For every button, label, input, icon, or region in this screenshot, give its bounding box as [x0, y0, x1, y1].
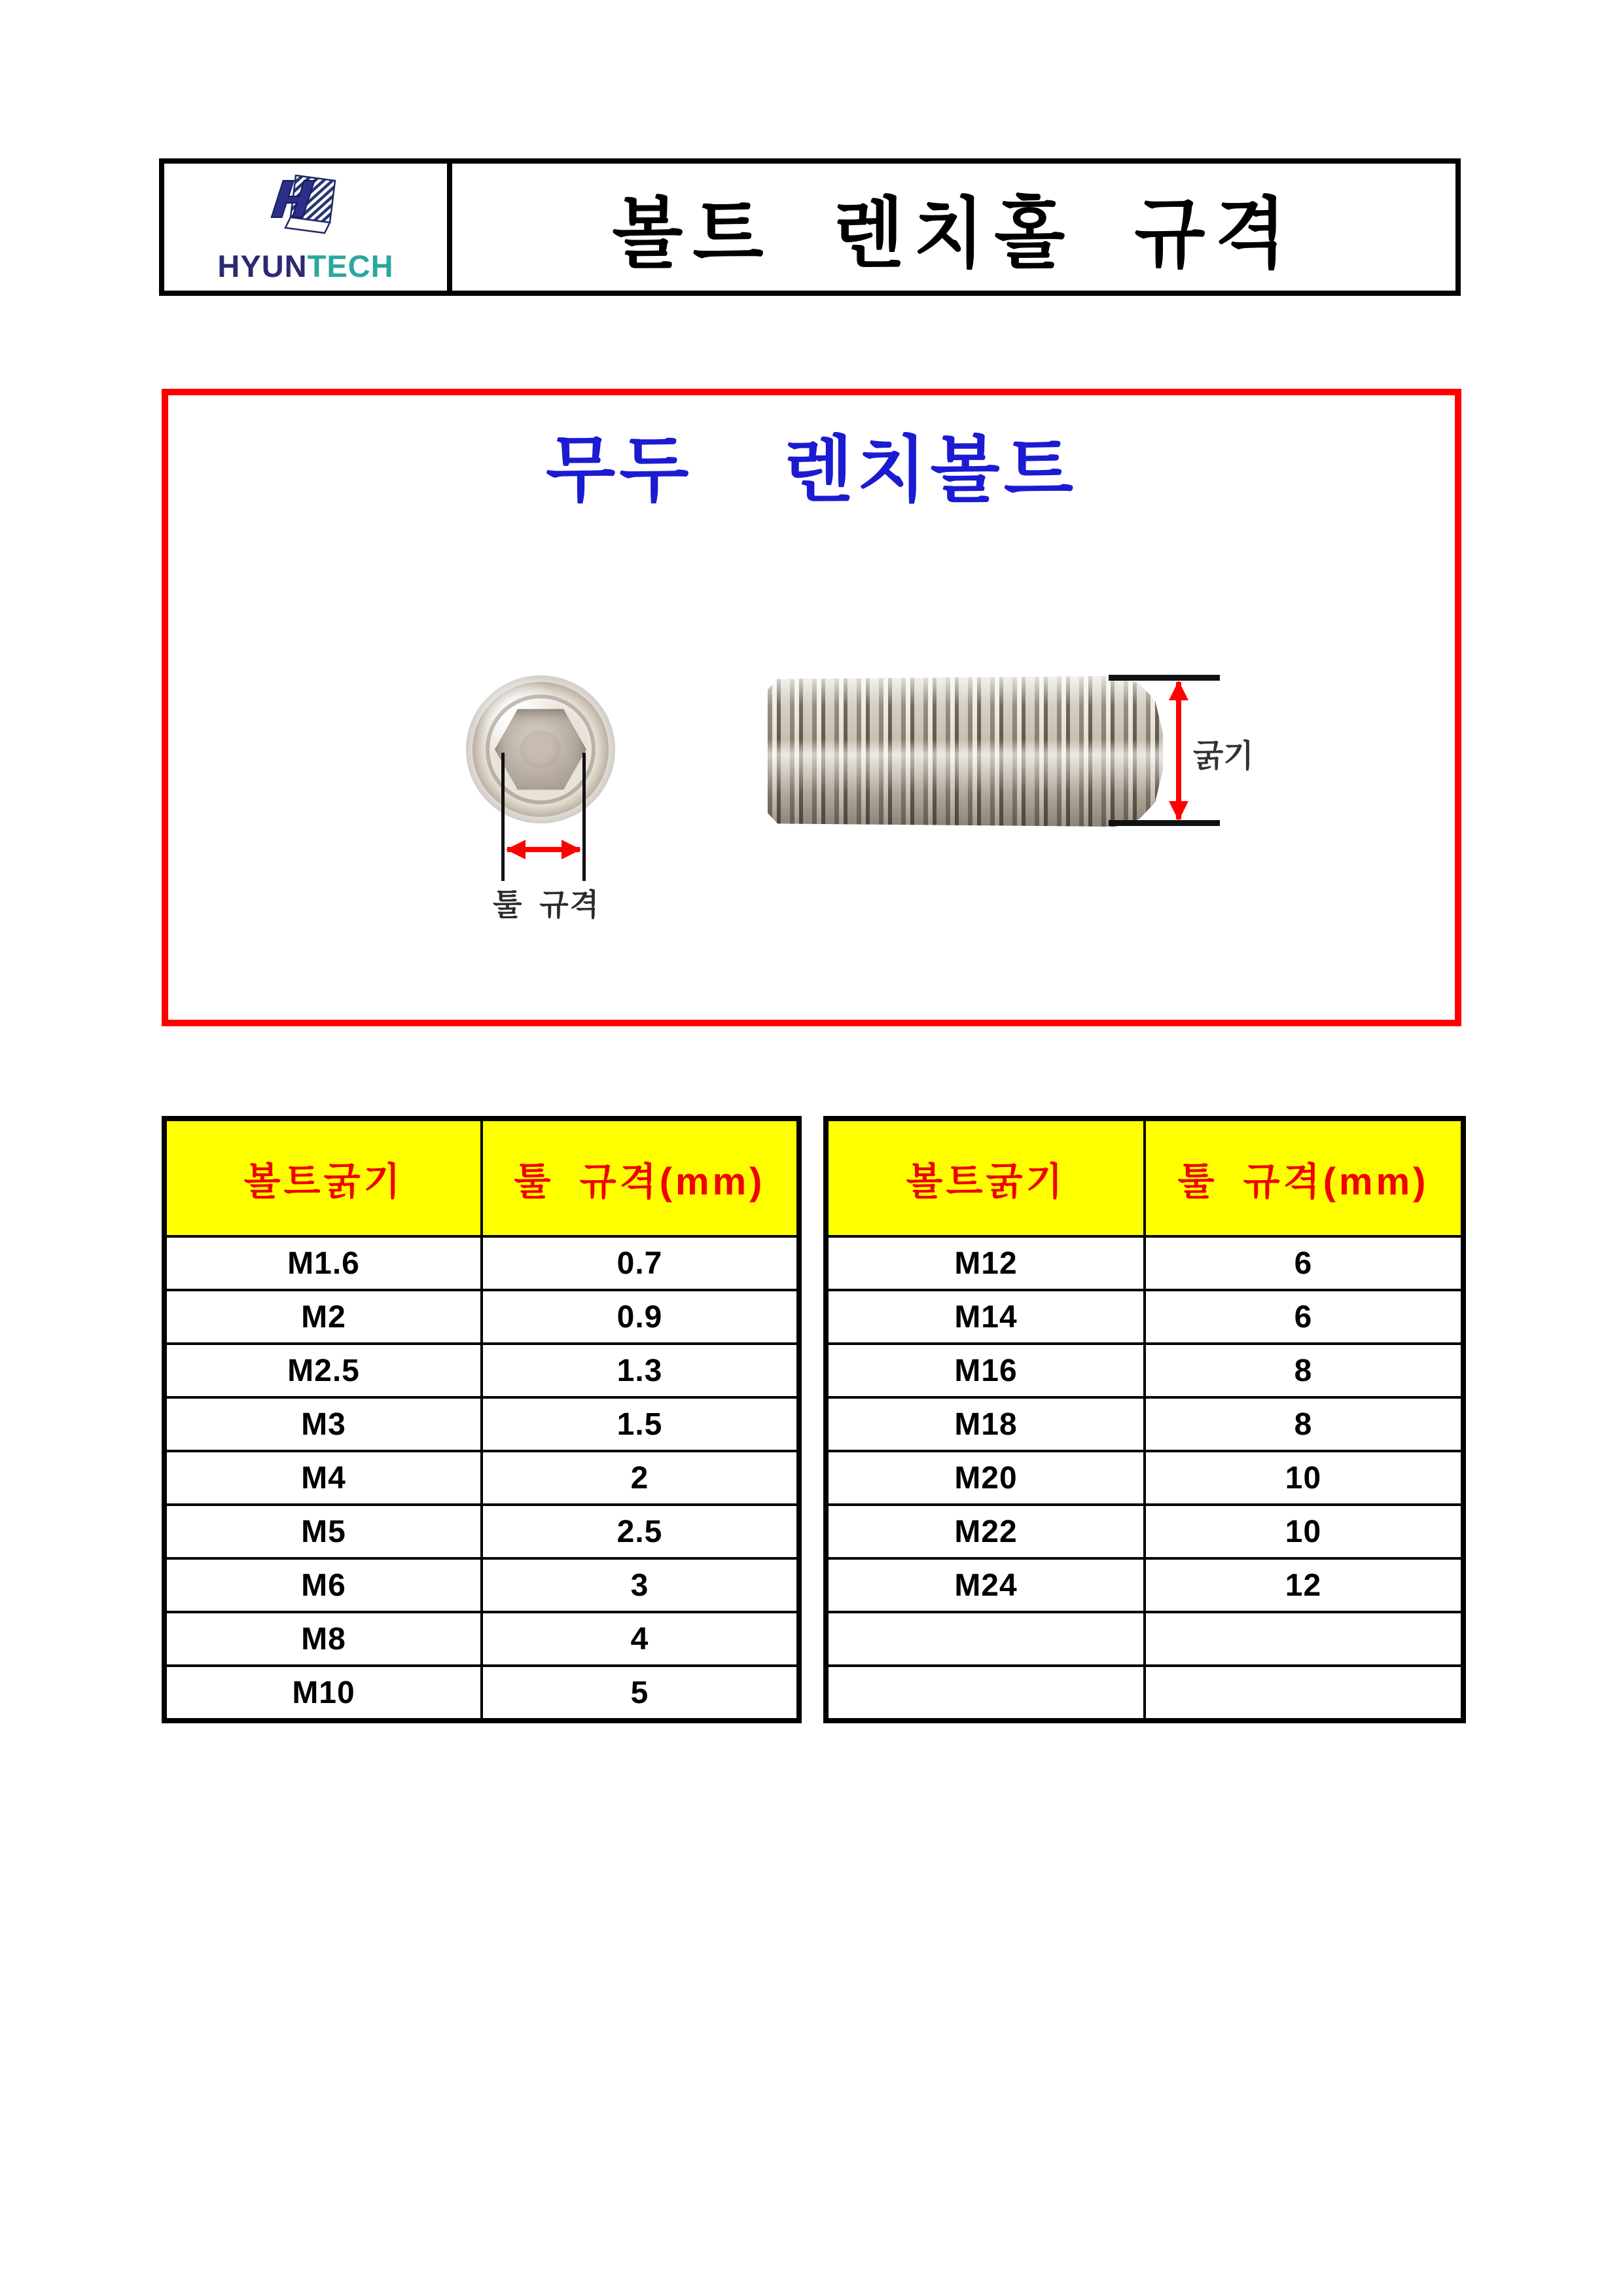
table-cell: M10	[164, 1666, 482, 1721]
table-cell	[1145, 1612, 1463, 1666]
figure-panel	[162, 389, 1461, 1026]
guide-line-right	[582, 753, 586, 881]
table-cell	[826, 1666, 1145, 1721]
table-row	[826, 1505, 1463, 1558]
spec-table-left-body	[164, 1236, 799, 1721]
table-cell	[1145, 1666, 1463, 1721]
table-cell	[826, 1612, 1145, 1666]
table-cell: 5	[482, 1666, 799, 1721]
table-cell: 2	[482, 1451, 799, 1505]
table-cell: M3	[164, 1397, 482, 1451]
table-cell: M18	[826, 1397, 1145, 1451]
table-cell: 12	[1145, 1558, 1463, 1612]
table-row	[826, 1236, 1463, 1290]
col-header-bolt-size: 볼트굵기	[164, 1119, 482, 1236]
guide-line-left	[501, 753, 505, 881]
table-cell: 6	[1145, 1236, 1463, 1290]
spec-table-right-body	[826, 1236, 1463, 1721]
table-row	[164, 1290, 799, 1344]
table-row	[826, 1612, 1463, 1666]
spec-table-left	[162, 1116, 802, 1723]
table-cell: M12	[826, 1236, 1145, 1290]
table-cell: 8	[1145, 1397, 1463, 1451]
table-cell: 1.5	[482, 1397, 799, 1451]
col-header-tool-size: 툴 규격(mm)	[1145, 1119, 1463, 1236]
setscrew-face-photo	[466, 675, 615, 823]
col-header-tool-size: 툴 규격(mm)	[482, 1119, 799, 1236]
socket-width-arrow	[507, 847, 580, 852]
table-row	[826, 1344, 1463, 1397]
table-cell: M22	[826, 1505, 1145, 1558]
table-cell: M20	[826, 1451, 1145, 1505]
header-box	[159, 158, 1461, 296]
table-cell: 3	[482, 1558, 799, 1612]
table-cell: 10	[1145, 1451, 1463, 1505]
logo-wordmark	[217, 251, 393, 281]
table-row	[164, 1612, 799, 1666]
hex-socket-bottom	[520, 730, 561, 768]
table-cell: 6	[1145, 1290, 1463, 1344]
table-row	[826, 1397, 1463, 1451]
col-header-bolt-size: 볼트굵기	[826, 1119, 1145, 1236]
table-cell: 8	[1145, 1344, 1463, 1397]
table-row	[164, 1451, 799, 1505]
table-header-row	[164, 1119, 799, 1236]
logo-text-hyun: HYUN	[217, 249, 308, 283]
socket-width-label: 툴 규격	[493, 888, 601, 922]
table-row	[826, 1290, 1463, 1344]
spec-table-right-head	[826, 1119, 1463, 1236]
diameter-dim-bar-top	[1109, 675, 1220, 681]
table-cell: 1.3	[482, 1344, 799, 1397]
hyuntech-cube-icon	[267, 174, 344, 234]
spec-table-right	[823, 1116, 1466, 1723]
table-cell: 0.7	[482, 1236, 799, 1290]
page-title: 볼트 렌치홀 규격	[612, 190, 1296, 277]
table-cell: M24	[826, 1558, 1145, 1612]
logo-text-tech: TECH	[307, 249, 394, 283]
diameter-label: 굵기	[1193, 739, 1254, 774]
table-cell: 10	[1145, 1505, 1463, 1558]
table-cell: 2.5	[482, 1505, 799, 1558]
header-title-cell	[452, 164, 1455, 291]
figure-title: 무두 렌치볼트	[545, 431, 1078, 511]
table-row	[164, 1666, 799, 1721]
table-cell: M5	[164, 1505, 482, 1558]
table-cell: M4	[164, 1451, 482, 1505]
table-cell: M16	[826, 1344, 1145, 1397]
table-cell: M1.6	[164, 1236, 482, 1290]
table-cell: 4	[482, 1612, 799, 1666]
table-row	[826, 1666, 1463, 1721]
table-cell: M2.5	[164, 1344, 482, 1397]
diameter-dim-bar-bottom	[1109, 820, 1220, 826]
table-header-row	[826, 1119, 1463, 1236]
table-cell: M14	[826, 1290, 1145, 1344]
diameter-arrow	[1176, 682, 1181, 819]
table-cell: M6	[164, 1558, 482, 1612]
table-row	[164, 1505, 799, 1558]
logo-cell	[164, 164, 452, 291]
table-row	[164, 1397, 799, 1451]
table-row	[164, 1344, 799, 1397]
table-row	[826, 1558, 1463, 1612]
table-row	[164, 1236, 799, 1290]
table-cell: M8	[164, 1612, 482, 1666]
table-row	[826, 1451, 1463, 1505]
table-cell: M2	[164, 1290, 482, 1344]
spec-table-left-head	[164, 1119, 799, 1236]
table-row	[164, 1558, 799, 1612]
table-cell: 0.9	[482, 1290, 799, 1344]
setscrew-side-photo	[768, 676, 1163, 827]
